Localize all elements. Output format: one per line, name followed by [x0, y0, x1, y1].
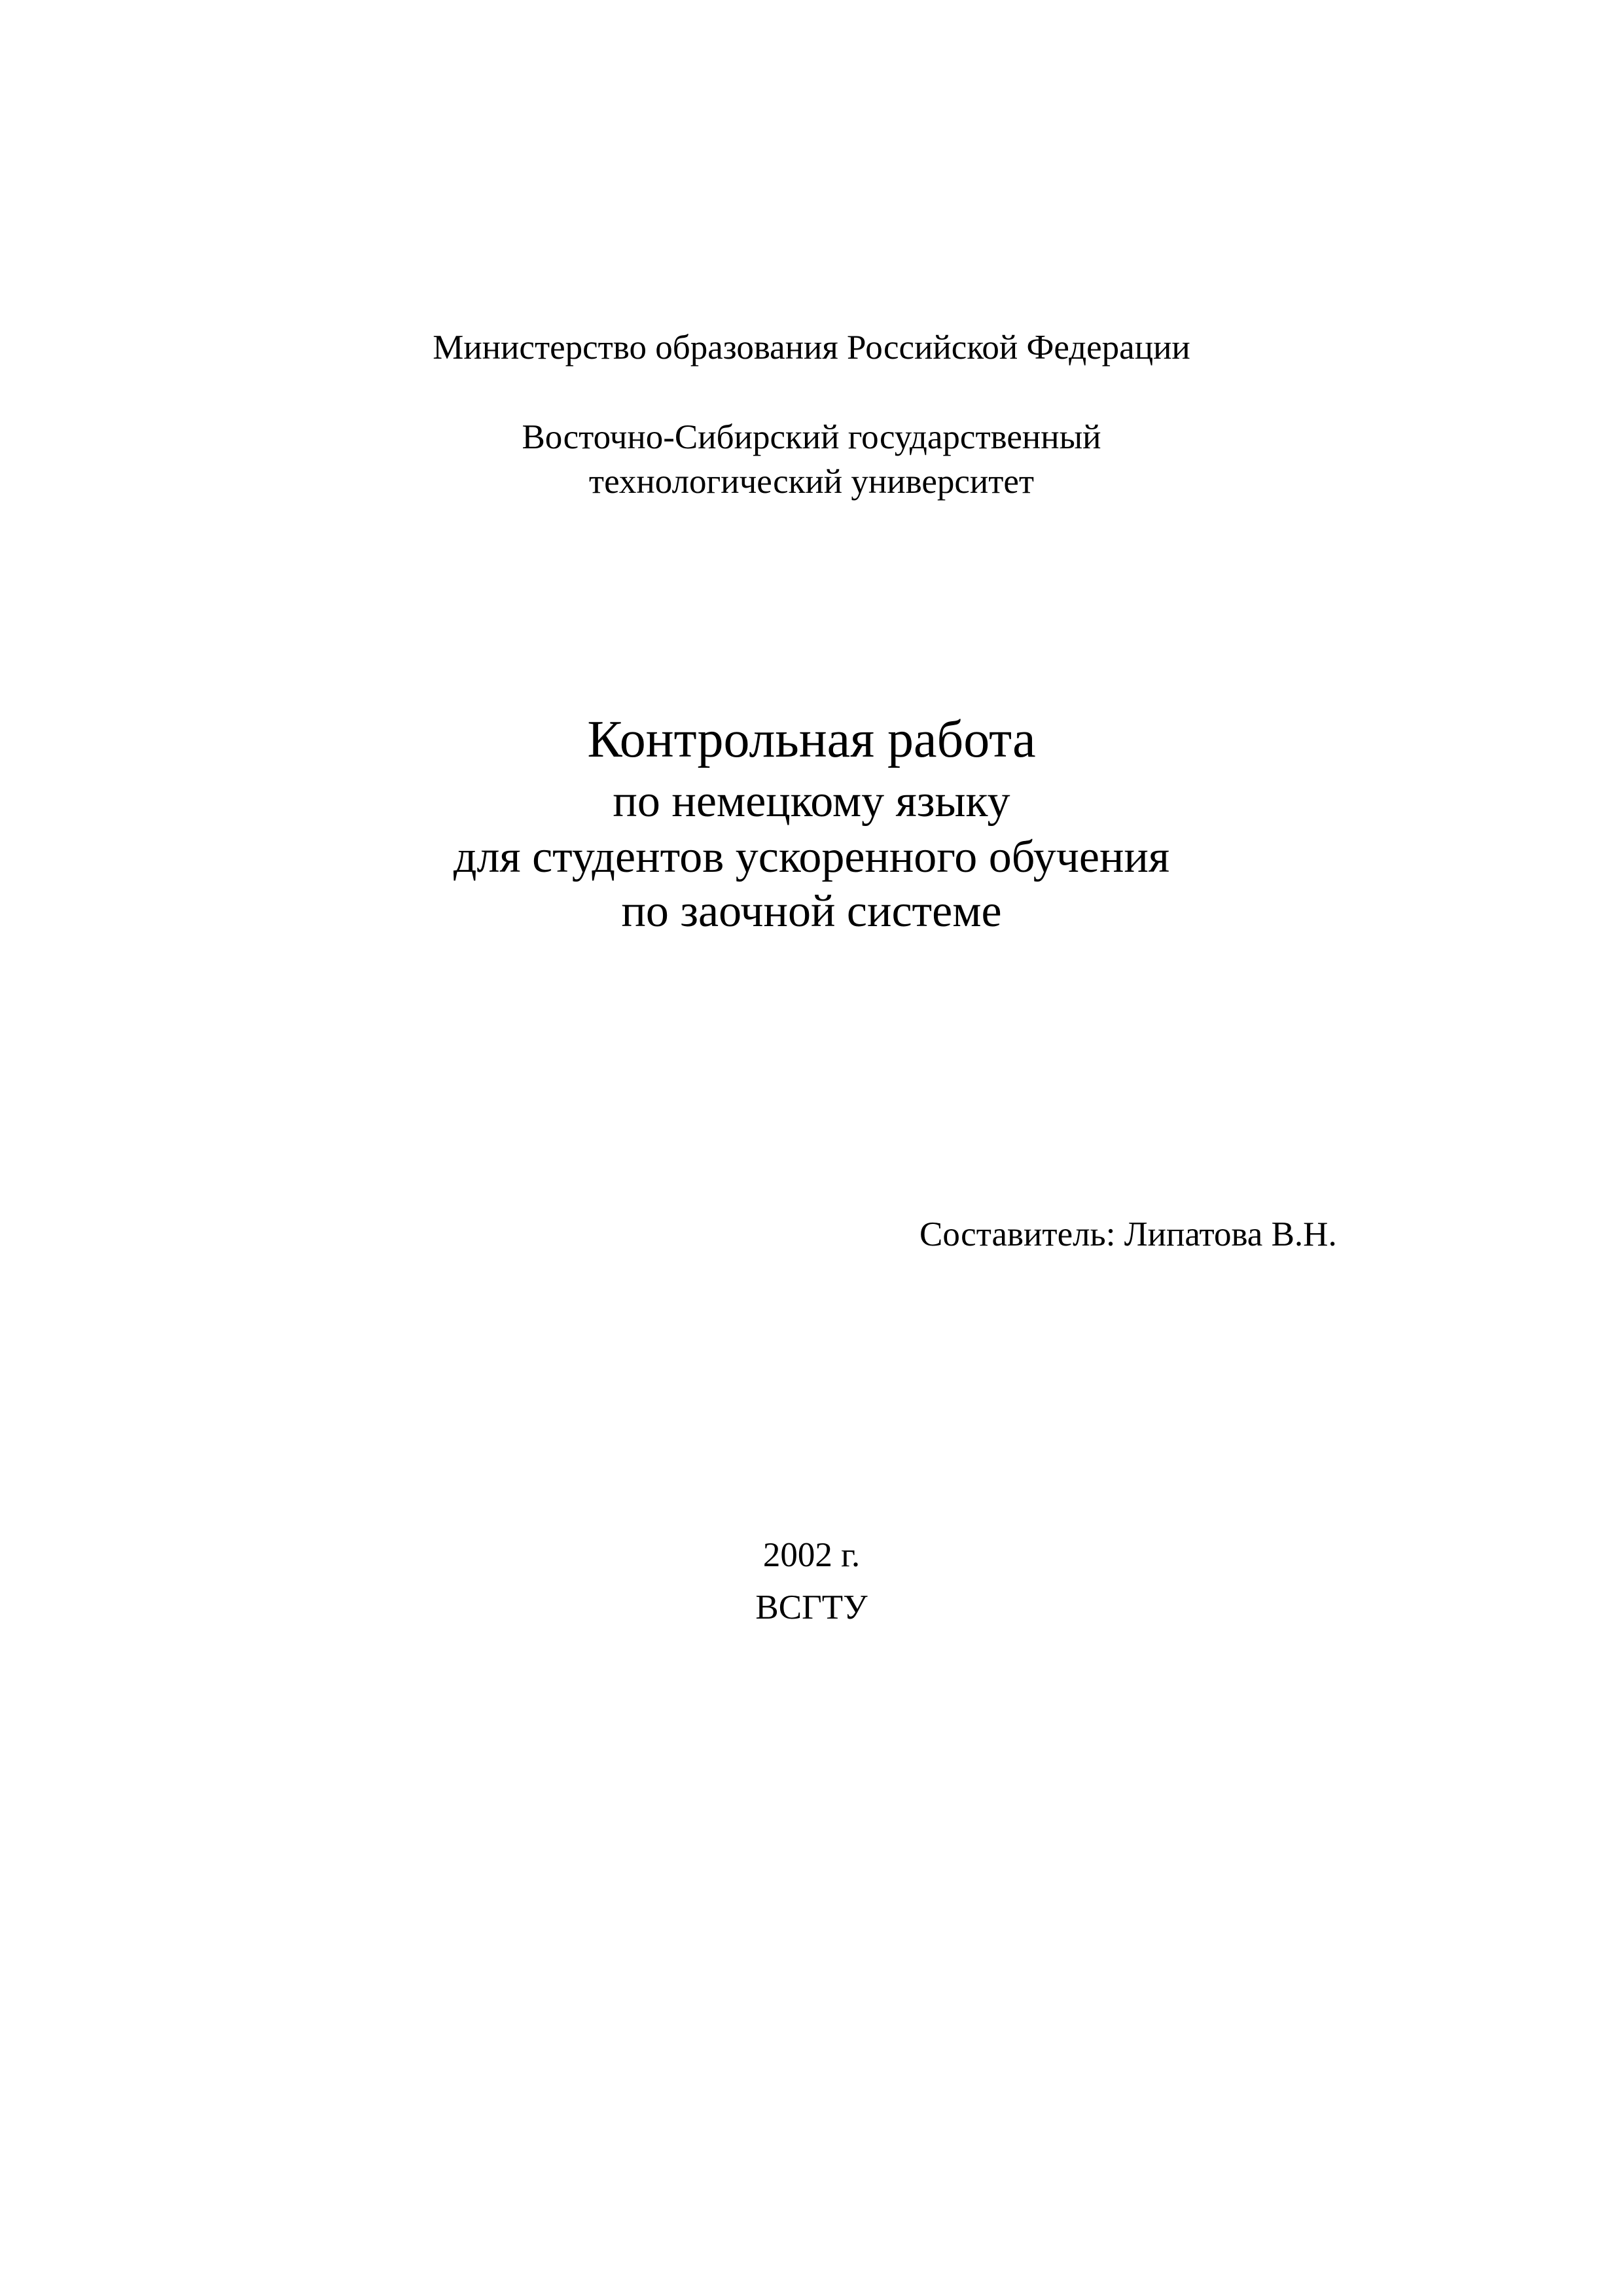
ministry-name: Министерство образования Российской Федерации	[433, 329, 1190, 367]
document-subtitle-line2: по немецкому языку	[613, 776, 1010, 827]
publisher-name: ВСГТУ	[755, 1588, 868, 1626]
compiler-credit: Составитель: Липатова В.Н.	[919, 1215, 1337, 1253]
document-subtitle-line4: по заочной системе	[621, 886, 1002, 937]
university-name-line1: Восточно-Сибирский государственный	[522, 418, 1101, 456]
document-title: Контрольная работа	[587, 711, 1036, 768]
university-name-line2: технологический университет	[588, 463, 1035, 501]
document-subtitle-line3: для студентов ускоренного обучения	[453, 832, 1170, 882]
publication-year: 2002 г.	[762, 1536, 861, 1574]
